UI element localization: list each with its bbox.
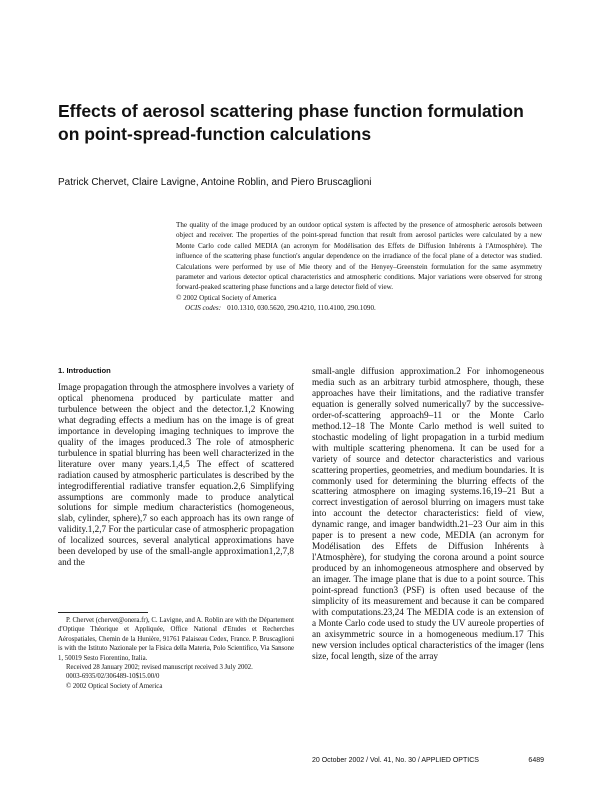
abstract-body: The quality of the image produced by an outdoor optical system is affected by the presence of atmospheric aerosols between object and receiver. The properties of the point-spread function that result from aerosol particles were calculated by a new Monte Carlo code called MEDIA (an acronym for Modélisation des Effets de Diffusion Inhérents à l'Atmosphère). The influence of the scattering phase function's angular dependence on the irradiance of the focal plane of a detector was studied. Calculations were performed by use of Mie theory and of the Henyey–Greenstein formulation for the same asymmetry parameter and various detector optical characteristics and atmospheric conditions. Major variations were observed for strong forward-peaked scattering phase functions and a large detector field of view.: [176, 221, 542, 292]
body-column-right: [312, 366, 544, 662]
intro-paragraph-right: small-angle diffusion approximation.2 For inhomogeneous media such as an arbitrary turbid atmosphere, though, these approaches have their limitations, and the radiative transfer equation is generally solved numerically7 by the successive-order-of-scattering approach9–11 or the Monte Carlo method.12–18 The Monte Carlo method is well suited to stochastic modeling of light propagation in a turbid medium with multiple scattering phenomena. It can be used for a variety of source and detector characteristics and various scattering properties, geometries, and medium boundaries. It is commonly used for determining the blurring effects of the scattering atmosphere on imaging systems.16,19–21 But a correct investigation of aerosol blurring on imagers must take into account the detector characteristics: field of view, dynamic range, and imager bandwidth.21–23 Our aim in this paper is to present a new code, MEDIA (an acronym for Modélisation des Effets de Diffusion Inhérents à l'Atmosphère), for studying the corona around a point source produced by an inhomogeneous atmosphere and observed by an imager. The image plane that is due to a point source. This point-spread function3 (PSF) is often used because of the simplicity of its measurement and because it can be compared with computations.23,24 The MEDIA code is an extension of a Monte Carlo code used to study the UV aureole properties of an axisymmetric source in a homogeneous medium.17 This new version includes optical characteristics of the imager (lens size, focal length, size of the array: [312, 366, 544, 661]
footnote-affiliation: P. Chervet (chervet@onera.fr), C. Lavigne, and A. Roblin are with the Département d'Optique Théorique et Appliquée, Office National d'Etudes et Recherches Aérospatiales, Chemin de la Hunière, 91761 Palaiseau Cedex, France. P. Bruscaglioni is with the Istituto Nazionale per la Fisica della Materia, Polo Scientifico, Via Sansone 1, 50019 Sesto Fiorentino, Italia.: [58, 617, 294, 662]
footnote-code: 0003-6935/02/306489-10$15.00/0: [66, 673, 160, 681]
author-list: Patrick Chervet, Claire Lavigne, Antoine Roblin, and Piero Bruscaglioni: [58, 177, 372, 188]
footnote-received: Received 28 January 2002; revised manuscript received 3 July 2002.: [66, 664, 253, 672]
footnotes: [58, 616, 294, 691]
intro-paragraph-left: Image propagation through the atmosphere involves a variety of optical phenomena produced by particulate matter and turbulence between the object and the detector.1,2 Knowing what degrading effects a medium has on the image is of great importance in developing imaging techniques to improve the quality of the images produced.3 The role of atmospheric turbulence in spatial blurring has been well characterized in the literature over many years.1,4,5 The effect of scattered radiation caused by atmospheric particulates is described by the integrodifferential radiative transfer equation.2,6 Simplifying assumptions are commonly made to produce analytical solutions for simple medium characteristics (homogeneous, slab, cylinder, sphere),7 so each approach has its own range of validity.1,2,7 For the particular case of atmospheric propagation of localized sources, several analytical approximations have been developed by use of the small-angle approximation1,2,7,8 and the: [58, 382, 294, 568]
page-number: 6489: [528, 757, 544, 764]
ocis-values: 010.1310, 030.5620, 290.4210, 110.4100, 290.1090.: [227, 304, 376, 313]
body-column-left: [58, 366, 294, 568]
footnote-divider: [58, 612, 148, 613]
ocis-label: OCIS codes:: [185, 304, 222, 313]
ocis-codes: [176, 303, 542, 313]
footer-citation: 20 October 2002 / Vol. 41, No. 30 / APPLIED OPTICS: [312, 757, 479, 764]
paper-title: Effects of aerosol scattering phase function formulation on point-spread-function calculations: [58, 101, 524, 144]
page-footer: [312, 756, 544, 766]
abstract: [176, 220, 542, 314]
abstract-copyright: © 2002 Optical Society of America: [176, 293, 277, 302]
section-heading: 1. Introduction: [58, 366, 111, 375]
footnote-copyright: © 2002 Optical Society of America: [66, 682, 163, 690]
abstract-text: [176, 220, 542, 293]
